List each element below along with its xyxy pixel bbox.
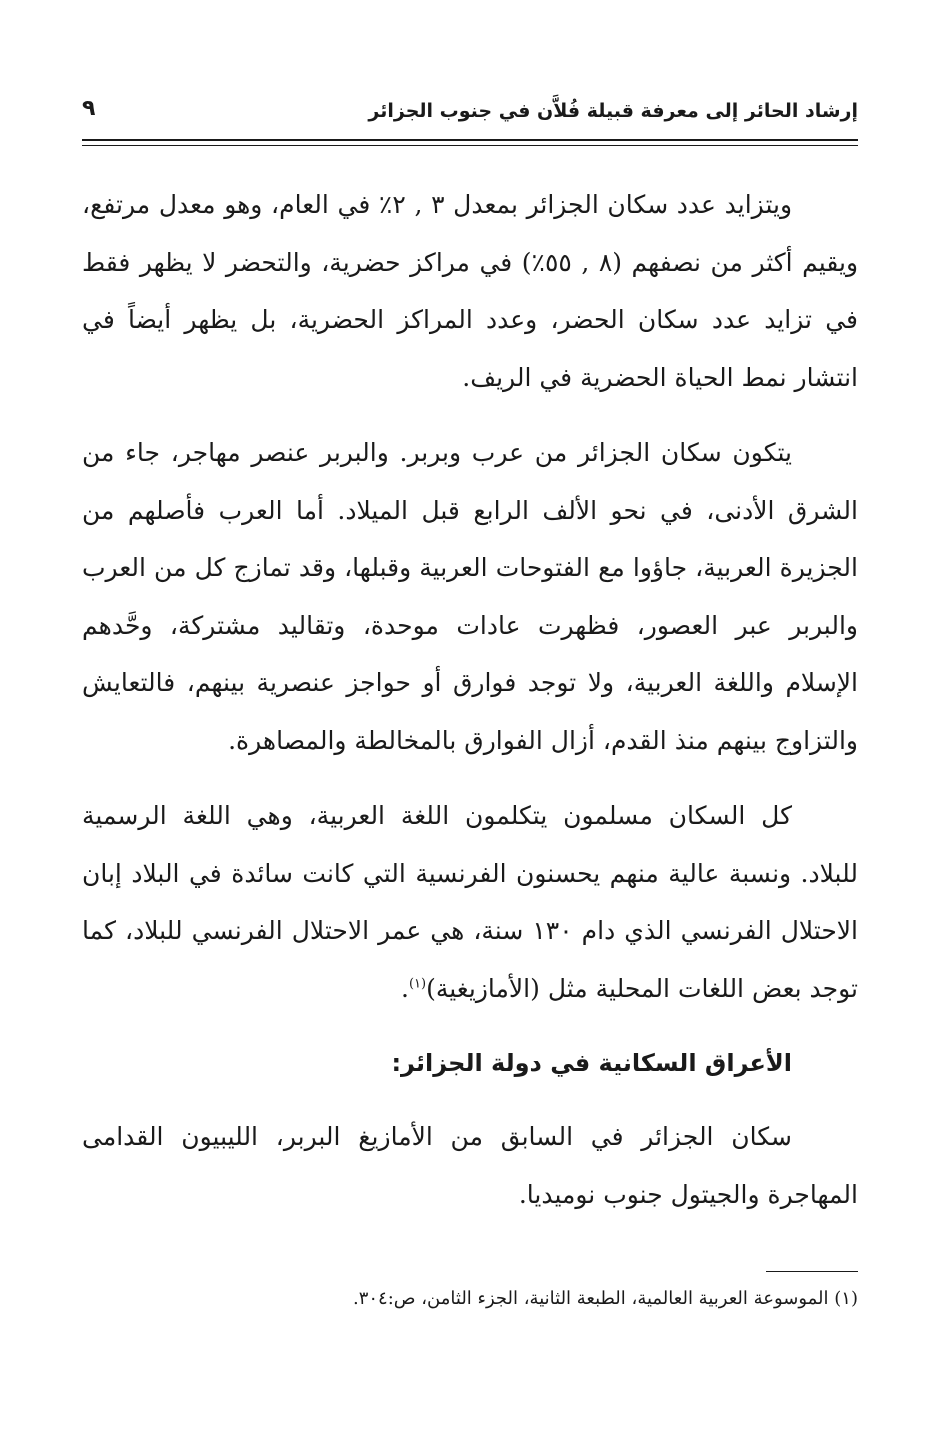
header-rule-thick xyxy=(82,139,858,141)
paragraph-languages-end: . xyxy=(401,973,409,1003)
section-heading: الأعراق السكانية في دولة الجزائر: xyxy=(391,1049,792,1077)
page-header xyxy=(82,92,858,136)
running-title: إرشاد الحائر إلى معرفة قبيلة فُلاَّن في جنوب الجزائر xyxy=(368,100,858,122)
footnote-reference[interactable]: (١) xyxy=(408,976,427,992)
footnote-separator xyxy=(766,1271,858,1272)
paragraph-ethnic-composition: يتكون سكان الجزائر من عرب وبربر. والبربر عنصر مهاجر، جاء من الشرق الأدنى، في نحو الألف الرابع قبل الميلاد. أما العرب فأصلهم من الجزيرة العربية، جاؤوا مع الفتوحات العربية وقبلها، وقد تمازج كل من العرب والبربر عبر العصور، فظهرت عادات موحدة، وتقاليد مشتركة، وحَّدهم الإسلام واللغة العربية، ولا توجد فوارق أو حواجز عنصرية بينهم، فالتعايش والتزاوج بينهم منذ القدم، أزال الفوارق بالمخالطة والمصاهرة. xyxy=(82,438,858,755)
paragraph-ancient-inhabitants: سكان الجزائر في السابق من الأمازيغ البربر، الليبيون القدامى المهاجرة والجيتول جنوب نوميديا. xyxy=(82,1122,858,1209)
paragraph-population-growth: ويتزايد عدد سكان الجزائر بمعدل ٣ , ٢٪ في العام، وهو معدل مرتفع، ويقيم أكثر من نصفهم (٨ , ٥٥٪) في مراكز حضرية، والتحضر لا يظهر فقط في تزايد عدد سكان الحضر، وعدد المراكز الحضرية، بل يظهر أيضاً في انتشار نمط الحياة الحضرية في الريف. xyxy=(82,190,859,392)
body-text xyxy=(82,176,858,1241)
footnote: (١) الموسوعة العربية العالمية، الطبعة الثانية، الجزء الثامن، ص:٣٠٤. xyxy=(352,1288,858,1309)
paragraph-languages-text: كل السكان مسلمون يتكلمون اللغة العربية، وهي اللغة الرسمية للبلاد. ونسبة عالية منهم يحسنون الفرنسية التي كانت سائدة في البلاد إبان الاحتلال الفرنسي الذي دام ١٣٠ سنة، هي عمر الاحتلال الفرنسي للبلاد، كما توجد بعض اللغات المحلية مثل (الأمازيغية) xyxy=(82,801,858,1003)
page-number: ٩ xyxy=(82,96,96,121)
header-rule-thin xyxy=(82,145,858,146)
paragraph-languages xyxy=(82,787,858,1017)
